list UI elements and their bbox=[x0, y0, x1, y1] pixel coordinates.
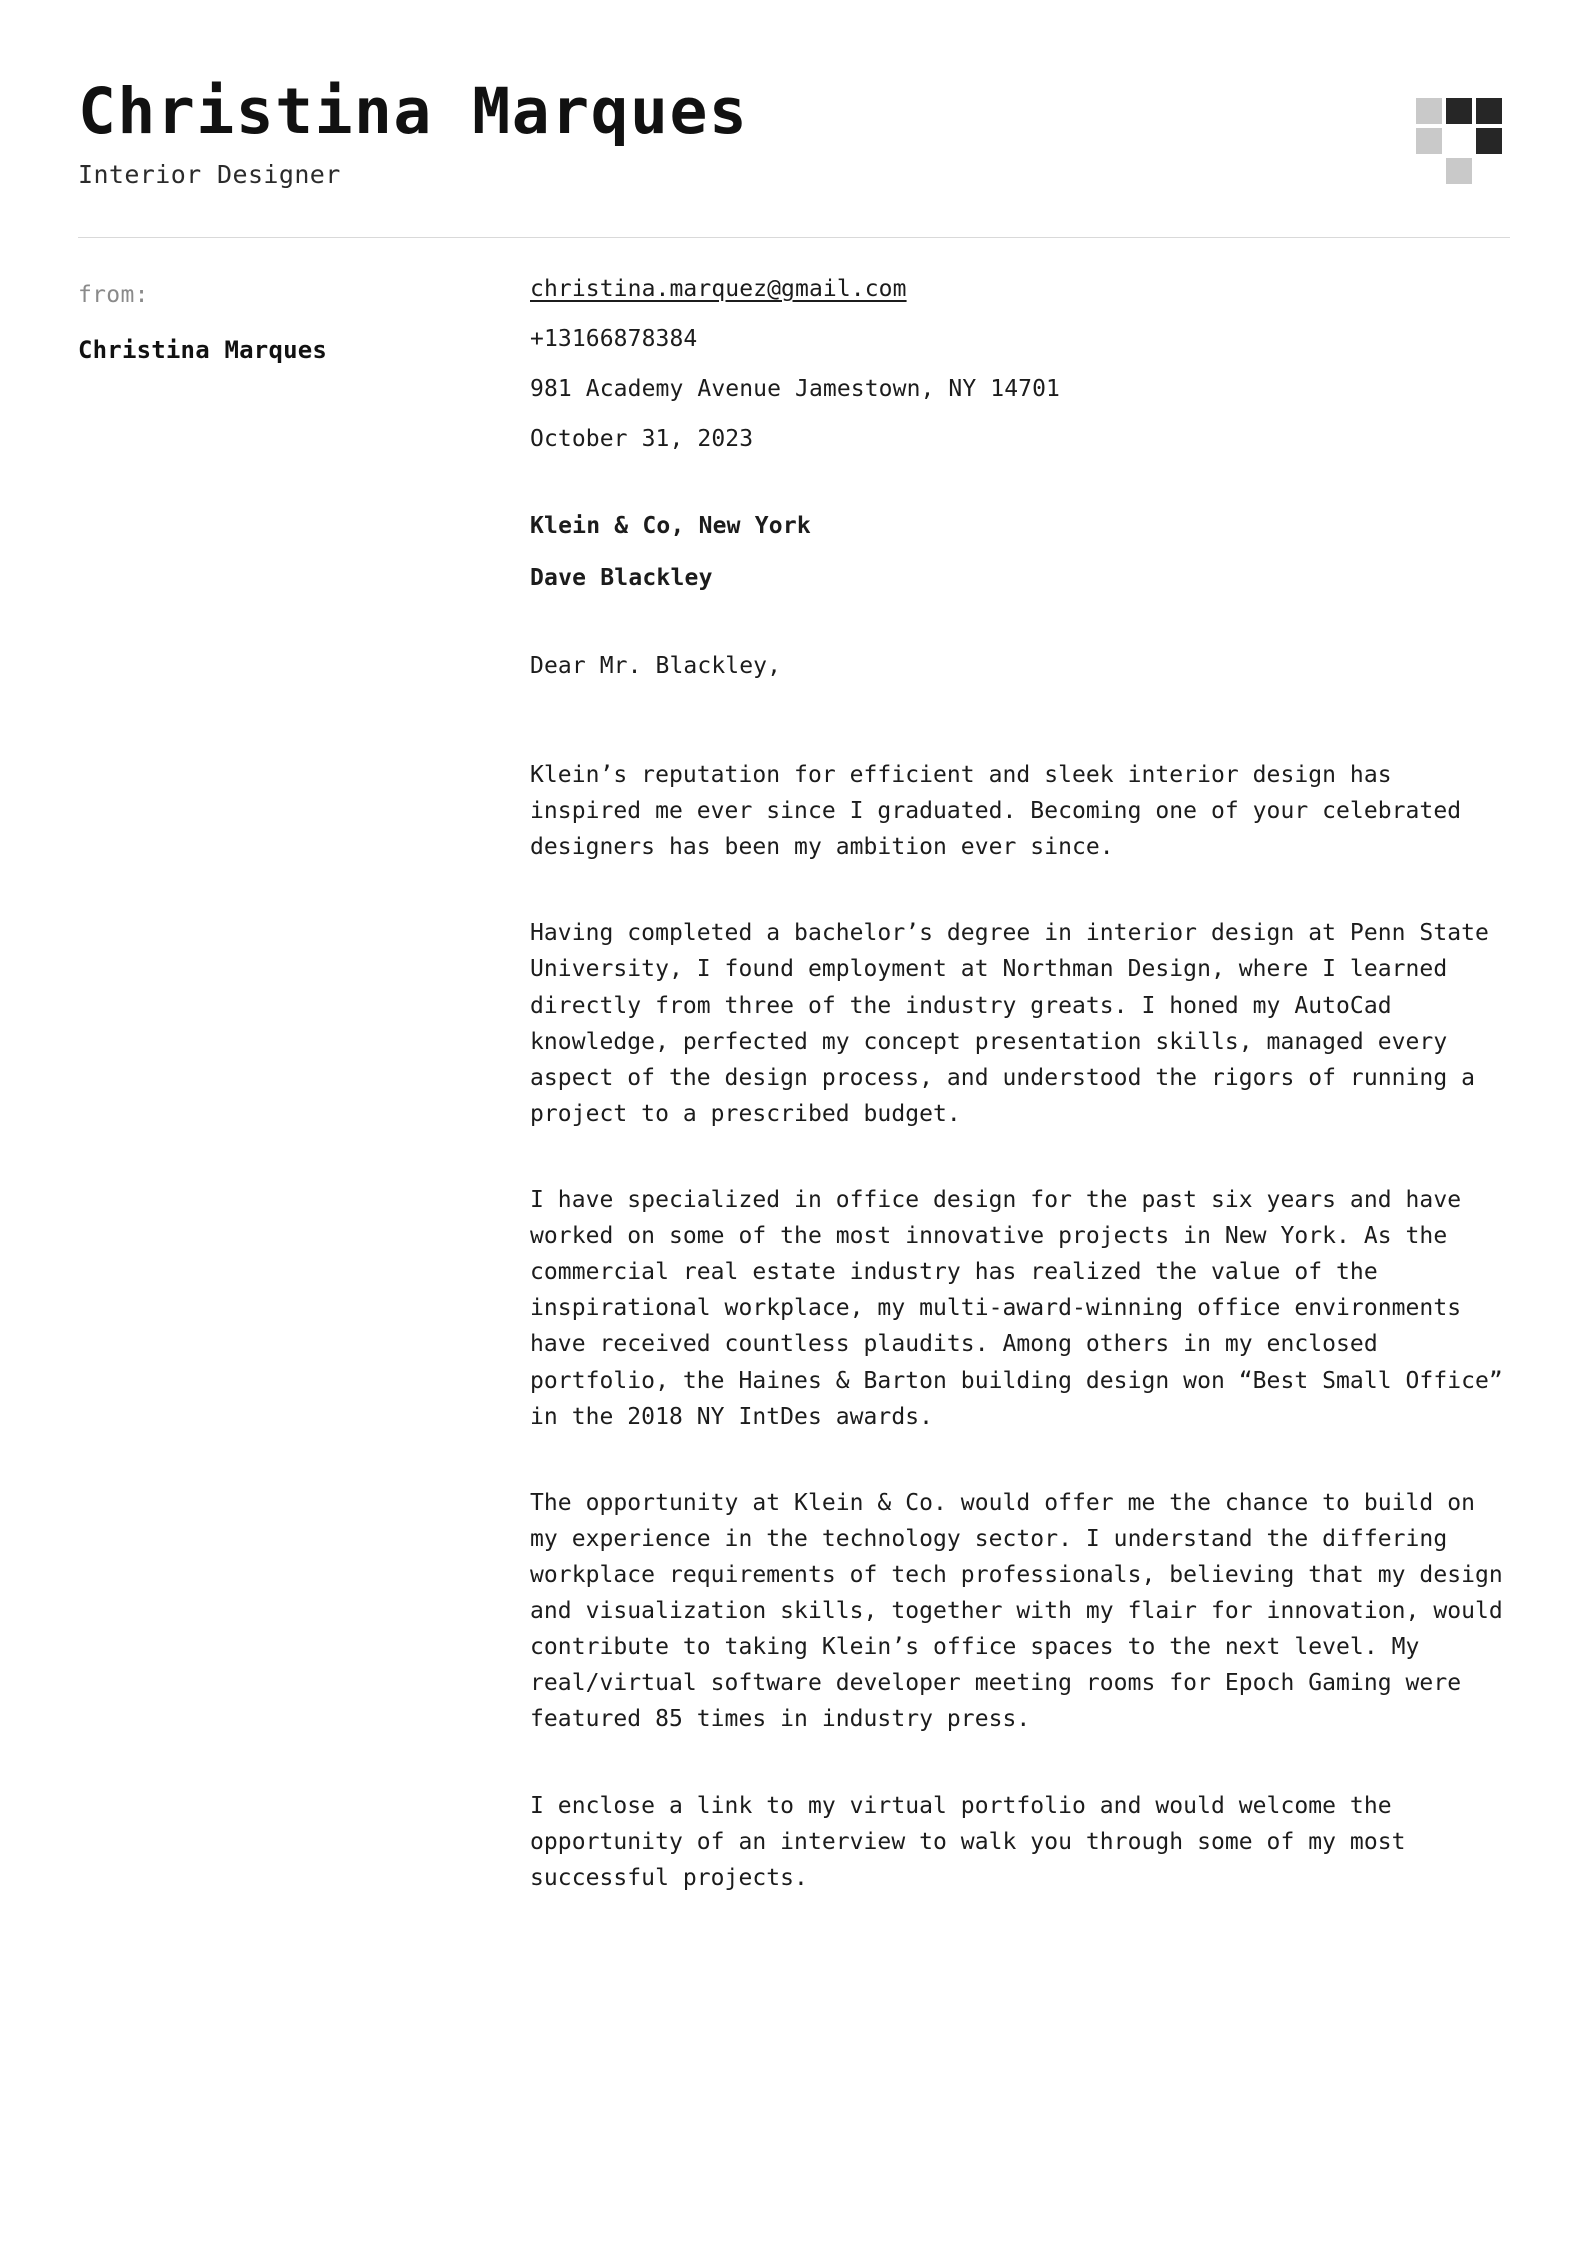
letter-paragraph: Having completed a bachelor’s degree in interior design at Penn State University, I found employment at Northman Design, where I learned directly from three of the industry greats. I honed my AutoCad knowledge, perfected my concept presentation skills, managed every aspect of the design process, and understood the rigors of running a project to a prescribed budget. bbox=[530, 920, 1489, 1127]
letter-paragraph: Klein’s reputation for efficient and sleek interior design has inspired me ever since I graduated. Becoming one of your celebrated designers has been my ambition ever since. bbox=[530, 762, 1462, 861]
letter-paragraph: I enclose a link to my virtual portfolio and would welcome the opportunity of an interview to walk you through some of my most successful projects. bbox=[530, 1792, 1406, 1891]
recipient-company: Klein & Co, New York bbox=[530, 513, 811, 540]
header-text-block bbox=[78, 75, 1416, 190]
from-label: from: bbox=[78, 282, 149, 309]
salutation: Dear Mr. Blackley, bbox=[530, 653, 782, 680]
page-title: Christina Marques bbox=[78, 75, 749, 148]
logo-cell-7 bbox=[1416, 158, 1442, 184]
letter-column bbox=[530, 278, 1510, 1896]
letter-paragraph: I have specialized in office design for the past six years and have worked on some of the most innovative projects in New York. As the commercial real estate industry has realized the value of the inspirational workplace, my multi-award-winning office environments have received countless plaudits. Among others in my enclosed portfolio, the Haines & Barton building design won “Best Small Office” in the 2018 NY IntDes awards. bbox=[530, 1187, 1503, 1430]
logo-cell-8 bbox=[1446, 158, 1472, 184]
recipient-person: Dave Blackley bbox=[530, 565, 713, 592]
logo-cell-6 bbox=[1476, 128, 1502, 154]
logo-cell-9 bbox=[1476, 158, 1502, 184]
letter-date: October 31, 2023 bbox=[530, 426, 754, 453]
letter-paragraph: The opportunity at Klein & Co. would offer me the chance to build on my experience in the technology sector. I understand the differing workplace requirements of tech professionals, believing that my design and visualization skills, together with my flair for innovation, would contribute to taking Klein’s office spaces to the next level. My real/virtual software developer meeting rooms for Epoch Gaming were featured 85 times in industry press. bbox=[530, 1489, 1503, 1733]
logo-cell-3 bbox=[1476, 98, 1502, 124]
job-title: Interior Designer bbox=[78, 160, 341, 190]
squares-logo-icon bbox=[1416, 98, 1502, 184]
logo-cell-5 bbox=[1446, 128, 1472, 154]
sender-column bbox=[78, 278, 530, 1896]
letter-body bbox=[78, 278, 1510, 1896]
contact-address: 981 Academy Avenue Jamestown, NY 14701 bbox=[530, 376, 1060, 403]
contact-email-line bbox=[530, 278, 1510, 301]
logo-cell-1 bbox=[1416, 98, 1442, 124]
logo-cell-4 bbox=[1416, 128, 1442, 154]
email-link[interactable]: christina.marquez@gmail.com bbox=[530, 276, 907, 303]
header-divider bbox=[78, 237, 1510, 238]
document-header bbox=[78, 60, 1510, 189]
contact-phone: +13166878384 bbox=[530, 326, 698, 353]
from-name: Christina Marques bbox=[78, 336, 328, 365]
logo-cell-2 bbox=[1446, 98, 1472, 124]
